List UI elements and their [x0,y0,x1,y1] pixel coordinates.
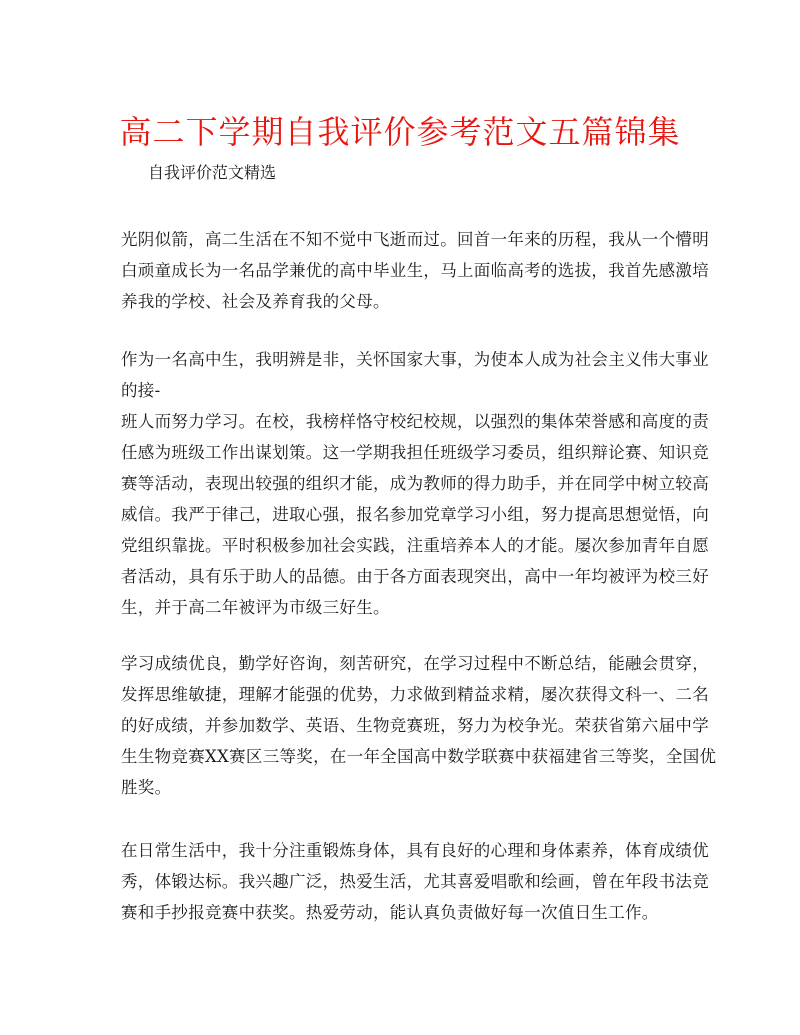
paragraph-line: 秀，体锻达标。我兴趣广泛，热爱生活，尤其喜爱唱歌和绘画，曾在年段书法竞 [121,872,709,891]
paragraph-line: 赛等活动，表现出较强的组织才能，成为教师的得力助手，并在同学中树立较高 [121,474,709,493]
paragraph-line: 在日常生活中，我十分注重锻炼身体，具有良好的心理和身体素养，体育成绩优 [121,841,709,860]
page-subtitle: 自我评价范文精选 [148,163,277,182]
page-title: 高二下学期自我评价参考范文五篇锦集 [119,113,681,151]
paragraph-line: 养我的学校、社会及养育我的父母。 [121,292,390,311]
paragraph-line: 生，并于高二年被评为市级三好生。 [121,598,390,617]
paragraph-line: 发挥思维敏捷，理解才能强的优势，力求做到精益求精，屡次获得文科一、二名 [121,685,709,704]
paragraph-line: 者活动，具有乐于助人的品德。由于各方面表现突出，高中一年均被评为校三好 [121,567,709,586]
paragraph-1 [121,224,709,317]
paragraph-line: 威信。我严于律己，进取心强，报名参加党章学习小组，努力提高思想觉悟，向 [121,505,709,524]
paragraph-line: 班人而努力学习。在校，我榜样恪守校纪校规，以强烈的集体荣誉感和高度的责 [121,412,709,431]
paragraph-line: 任感为班级工作出谋划策。这一学期我担任班级学习委员，组织辩论赛、知识竞 [121,443,709,462]
paragraph-line: 的接- [121,381,161,400]
paragraph-line: 胜奖。 [121,778,172,797]
paragraph-4 [121,835,709,928]
paragraph-line: 的好成绩，并参加数学、英语、生物竞赛班，努力为校争光。荣获省第六届中学 [121,716,709,735]
paragraph-line: 赛和手抄报竞赛中获奖。热爱劳动，能认真负责做好每一次值日生工作。 [121,903,659,922]
paragraph-line: 作为一名高中生，我明辨是非，关怀国家大事，为使本人成为社会主义伟大事业 [121,350,709,369]
paragraph-line: 生生物竞赛XX赛区三等奖，在一年全国高中数学联赛中获福建省三等奖，全国优 [121,747,717,766]
paragraph-line: 光阴似箭，高二生活在不知不觉中飞逝而过。回首一年来的历程，我从一个懵明 [121,230,709,249]
paragraph-line: 学习成绩优良，勤学好咨询，刻苦研究，在学习过程中不断总结，能融会贯穿， [121,654,709,673]
paragraph-3 [121,648,717,803]
paragraph-line: 白顽童成长为一名品学兼优的高中毕业生，马上面临高考的选拔，我首先感激培 [121,261,709,280]
paragraph-line: 党组织靠拢。平时积极参加社会实践，注重培养本人的才能。屡次参加青年自愿 [121,536,709,555]
paragraph-2 [121,344,709,623]
